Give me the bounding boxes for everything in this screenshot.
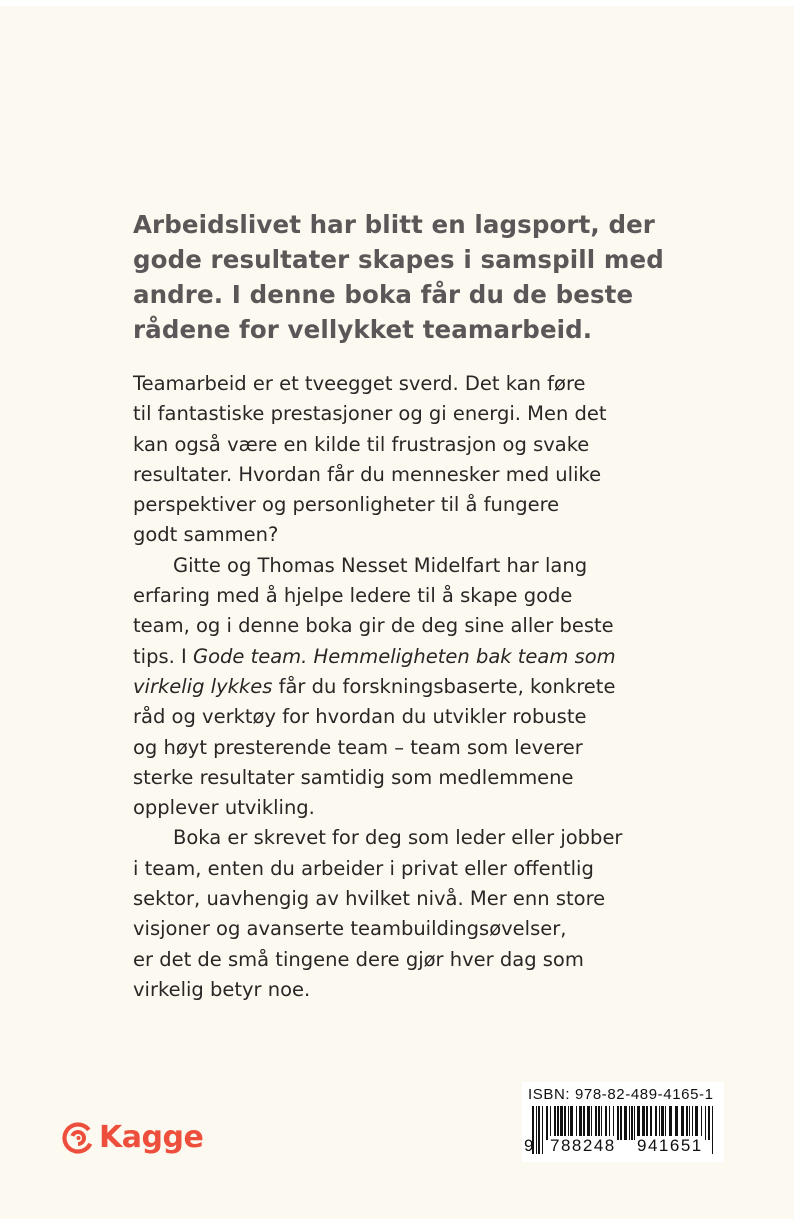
barcode-bar: [665, 1106, 666, 1140]
barcode-bar: [613, 1106, 614, 1140]
barcode-bar: [587, 1106, 590, 1140]
top-edge: [0, 0, 794, 6]
blurb-text-segment: tips. I: [133, 644, 193, 668]
barcode-bar: [601, 1106, 602, 1140]
blurb-line: Boka er skrevet for deg som leder eller jobber: [173, 826, 623, 850]
blurb-line: sektor, uavhengig av hvilket nivå. Mer enn store: [133, 887, 606, 911]
blurb-text-segment: får du forskningsbaserte, konkrete: [272, 674, 616, 698]
barcode-bar: [624, 1106, 627, 1140]
barcode-bar: [637, 1106, 640, 1140]
barcode-bar: [568, 1106, 569, 1140]
barcode-bar: [598, 1106, 600, 1140]
barcode-bar: [629, 1106, 630, 1140]
kagge-swirl-icon: [62, 1122, 94, 1154]
blurb-line: perspektiver og personligheter til å fungere: [133, 493, 560, 517]
blurb-line: og høyt presterende team – team som leverer: [133, 735, 583, 759]
barcode-bar: [631, 1106, 633, 1140]
barcode-bar: [650, 1106, 652, 1140]
barcode-bar: [609, 1106, 610, 1140]
book-title-italic: Gode team. Hemmeligheten bak team som: [192, 644, 616, 668]
barcode-bar: [655, 1106, 657, 1140]
blurb-line: råd og verktøy for hvordan du utvikler robuste: [133, 705, 587, 729]
barcode-bar: [701, 1106, 702, 1140]
blurb-line: godt sammen?: [133, 523, 279, 547]
barcode-bar: [546, 1106, 548, 1140]
blurb-line: sterke resultater samtidig som medlemmene: [133, 765, 574, 789]
barcode-bar: [542, 1106, 543, 1154]
barcode-bar: [579, 1106, 582, 1140]
barcode-bar: [692, 1106, 693, 1140]
headline-line: Arbeidslivet har blitt en lagsport, der: [133, 210, 655, 239]
barcode-bar: [550, 1106, 551, 1140]
blurb-line: visjoner og avanserte teambuildingsøvelser,: [133, 917, 567, 941]
isbn-number: ISBN: 978-82-489-4165-1: [528, 1086, 714, 1103]
barcode-bar: [675, 1106, 678, 1140]
barcode-bar: [564, 1106, 566, 1140]
barcode-bar: [712, 1106, 713, 1154]
barcode-bar: [617, 1106, 619, 1140]
blurb-line: opplever utvikling.: [133, 796, 315, 820]
publisher-logo: [62, 1118, 203, 1158]
blurb-line: i team, enten du arbeider i privat eller offentlig: [133, 856, 594, 880]
barcode-bar: [642, 1106, 645, 1140]
barcode-bar: [669, 1106, 672, 1140]
blurb-line: erfaring med å hjelpe ledere til å skape gode: [133, 584, 573, 608]
blurb-line: resultater. Hvordan får du mennesker med ulike: [133, 462, 602, 486]
barcode-bar: [695, 1106, 698, 1140]
barcode-bar: [570, 1106, 573, 1140]
blurb-line: til fantastiske prestasjoner og gi energi. Men det: [133, 402, 607, 426]
headline-line: gode resultater skapes i samspill med: [133, 245, 664, 274]
barcode-bar: [646, 1106, 648, 1140]
blurb-line: er det de små tingene dere gjør hver dag som: [133, 947, 584, 971]
barcode-bar: [560, 1106, 563, 1140]
barcode-bar: [686, 1106, 688, 1140]
blurb-line: team, og i denne boka gir de deg sine aller beste: [133, 614, 614, 638]
barcode-digits-right: 941651: [637, 1136, 703, 1155]
barcode-bar: [538, 1106, 540, 1154]
barcode-bar: [554, 1106, 556, 1140]
blurb-line: [133, 672, 713, 702]
publisher-name: Kagge: [99, 1120, 204, 1155]
headline-line: andre. I denne boka får du de beste: [133, 280, 634, 309]
barcode-bar: [591, 1106, 592, 1140]
blurb-line: virkelig betyr noe.: [133, 977, 311, 1001]
barcode-bar: [705, 1106, 706, 1140]
barcode-bar: [689, 1106, 690, 1140]
barcode-bar: [620, 1106, 622, 1140]
blurb-line: kan også være en kilde til frustrasjon og svake: [133, 432, 590, 456]
barcode-bar: [583, 1106, 585, 1140]
blurb-line: Gitte og Thomas Nesset Midelfart har lang: [173, 553, 588, 577]
barcode-bar: [536, 1106, 537, 1154]
book-title-italic: virkelig lykkes: [133, 674, 273, 698]
barcode-bar: [557, 1106, 559, 1140]
barcode-bar: [659, 1106, 660, 1140]
barcode-bar: [661, 1106, 664, 1140]
barcode-bar: [708, 1106, 710, 1140]
blurb-line: Teamarbeid er et tveegget sverd. Det kan føre: [133, 372, 586, 395]
barcode-bar: [605, 1106, 607, 1140]
blurb-line: [133, 642, 713, 672]
barcode-bar: [595, 1106, 597, 1140]
back-cover-headline: [133, 207, 693, 347]
blurb-text: [133, 369, 713, 1005]
barcode-bar: [576, 1106, 577, 1140]
barcode-bar: [634, 1106, 635, 1140]
headline-line: rådene for vellykket teamarbeid.: [133, 315, 593, 344]
barcode-digit-first: 9: [524, 1136, 535, 1155]
barcode-bar: [681, 1106, 684, 1140]
barcode-digits-left: 788248: [550, 1136, 616, 1155]
